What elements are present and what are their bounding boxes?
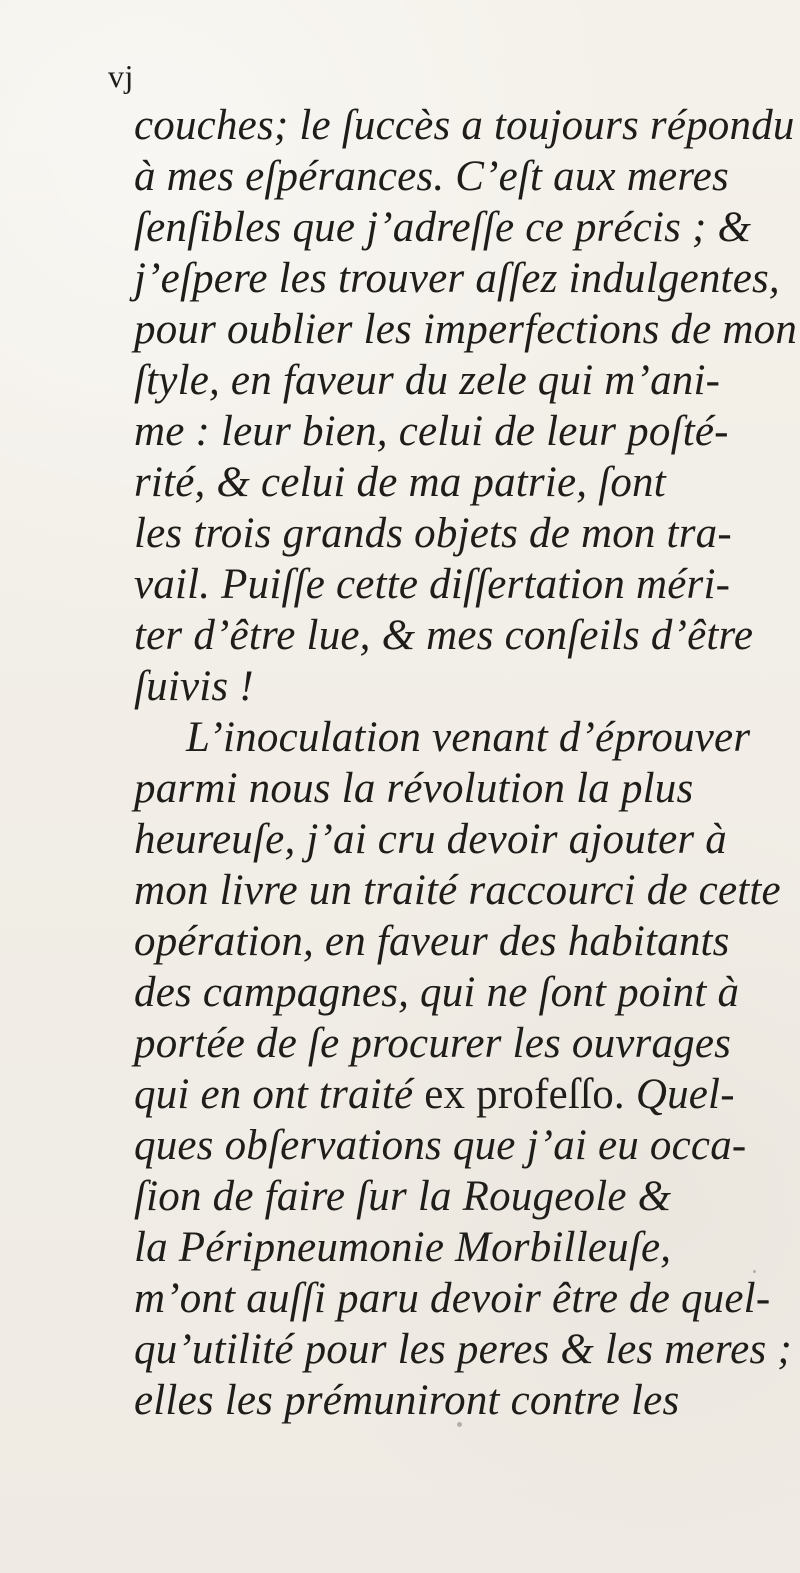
text-line-9: les trois grands objets de mon tra-: [134, 510, 732, 557]
text-line-21: ques obſervations que j’ai eu occa-: [134, 1122, 747, 1169]
text-line-5: pour oublier les imperfections de mon: [134, 306, 798, 353]
paper-speck: [753, 1270, 756, 1273]
text-line-22: ſion de faire ſur la Rougeole &: [134, 1173, 672, 1220]
text-line-17: opération, en faveur des habitants: [134, 918, 730, 965]
text-line-4: j’eſpere les trouver aſſez indulgentes,: [134, 255, 780, 302]
text-line-7: me : leur bien, celui de leur poſté-: [134, 408, 729, 455]
text-line-11: ter d’être lue, & mes conſeils d’être: [134, 612, 754, 659]
paper-speck: [457, 1422, 462, 1427]
text-line-14: parmi nous la révolution la plus: [134, 765, 694, 812]
text-line-1: couches; le ſuccès a toujours répondu: [134, 102, 795, 149]
text-line-20-tail: Quel-: [635, 1071, 735, 1118]
text-line-26: elles les prémuniront contre les: [134, 1377, 680, 1424]
text-line-19: portée de ſe procurer les ouvrages: [134, 1020, 732, 1067]
text-line-13: L’inoculation venant d’éprouver: [186, 714, 751, 761]
text-line-15: heureuſe, j’ai cru devoir ajouter à: [134, 816, 727, 863]
text-line-18: des campagnes, qui ne ſont point à: [134, 969, 740, 1016]
text-line-24: m’ont auſſi paru devoir être de quel-: [134, 1275, 771, 1322]
text-line-20: [134, 1073, 735, 1116]
text-line-16: mon livre un traité raccourci de cette: [134, 867, 781, 914]
text-line-8: rité, & celui de ma patrie, ſont: [134, 459, 666, 506]
text-line-20-italic: qui en ont traité: [134, 1071, 414, 1118]
text-line-3: ſenſibles que j’adreſſe ce précis ; &: [134, 204, 752, 251]
text-line-23: la Péripneumonie Morbilleuſe,: [134, 1224, 672, 1271]
text-line-6: ſtyle, en faveur du zele qui m’ani-: [134, 357, 721, 404]
text-line-2: à mes eſpérances. C’eſt aux meres: [134, 153, 729, 200]
text-line-20-roman: ex profeſſo.: [424, 1071, 625, 1118]
page-folio: vj: [108, 58, 134, 94]
text-line-10: vail. Puiſſe cette diſſertation méri-: [134, 561, 731, 608]
text-line-12: ſuivis !: [134, 663, 254, 710]
text-line-25: qu’utilité pour les peres & les meres ;: [134, 1326, 792, 1373]
